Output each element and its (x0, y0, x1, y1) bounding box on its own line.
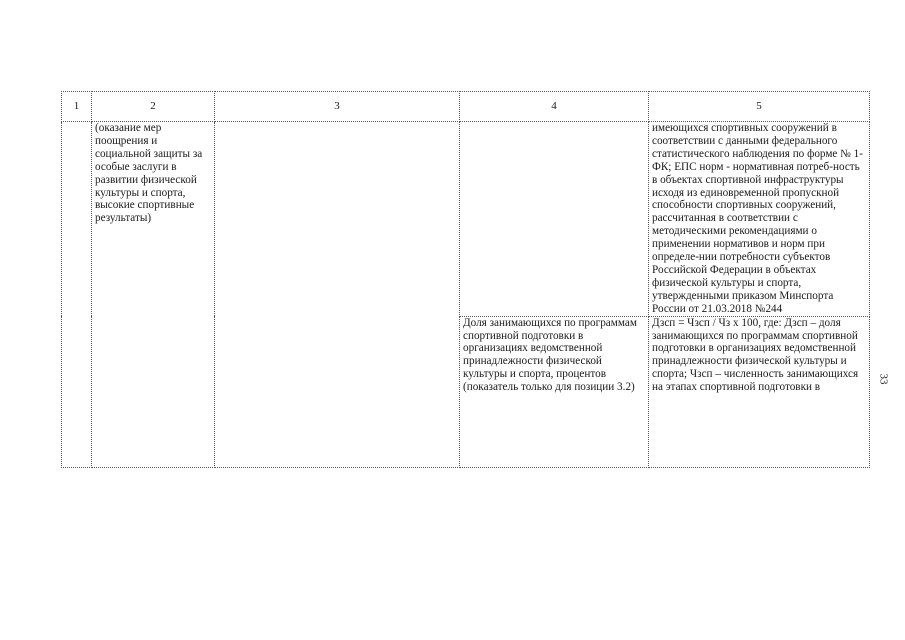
col-header-4: 4 (460, 92, 649, 122)
page-number: 33 (877, 373, 890, 385)
cell-col4-indicator: Доля занимающихся по программам спортивной подготовки в организациях ведомственной принадлежности физической культуры и спорта, процентов (показатель только для позиции 3.2) (460, 316, 649, 467)
cell-col3 (215, 122, 460, 468)
cell-col2-text: (оказание мер поощрения и социальной защиты за особые заслуги в развитии физической культуры и спорта, высокие спортивные результаты) (92, 122, 215, 468)
header-row (62, 92, 870, 122)
col-header-1: 1 (62, 92, 92, 122)
cell-col5-top: имеющихся спортивных сооружений в соответствии с данными федерального статистического наблюдения по форме № 1-ФК; ЕПС норм - нормативная потреб-ность в объектах спортивной инфраструктуры исходя из единовременной пропускной способности спортивных сооружений, рассчитанная в соответствии с методическими рекомендациями о применении нормативов и норм при определе-нии потребности субъектов Российской Федерации в объектах физической культуры и спорта, утвержденными приказом Минспорта России от 21.03.2018 №244 (649, 122, 870, 317)
col-header-2: 2 (92, 92, 215, 122)
indicator-table (61, 91, 870, 468)
cell-col5-formula: Дзсп = Чзсп / Чз х 100, где: Дзсп – доля занимающихся по программам спортивной подготовки в организациях ведомственной принадлежности физической культуры и спорта; Чзсп – численность занимающихся на этапах спортивной подготовки в (649, 316, 870, 467)
col-header-3: 3 (215, 92, 460, 122)
table-row (62, 122, 870, 317)
cell-col1 (62, 122, 92, 468)
cell-col4-top (460, 122, 649, 317)
col-header-5: 5 (649, 92, 870, 122)
